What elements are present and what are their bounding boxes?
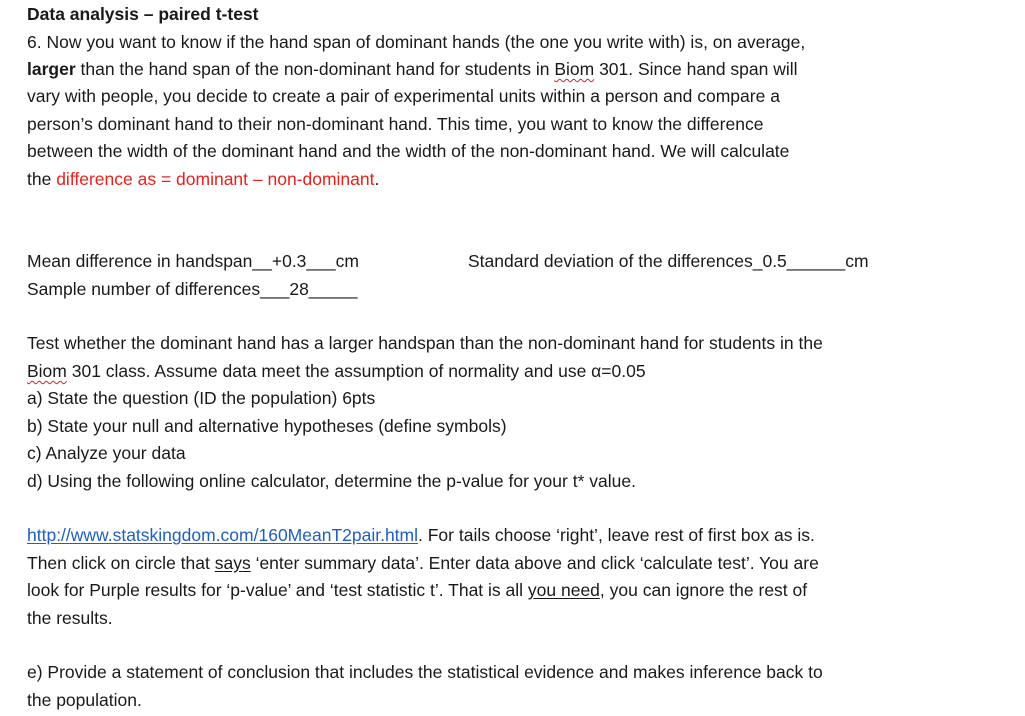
question-line-4: person’s dominant hand to their non-dominant hand. This time, you want to know the difference [27, 114, 764, 134]
item-c: c) Analyze your data [27, 443, 186, 463]
you-need-phrase: you need [527, 580, 600, 600]
question-line-1: 6. Now you want to know if the hand span of dominant hands (the one you write with) is, on average, [27, 32, 806, 52]
instructions-line-1 [27, 523, 815, 547]
question-line-5: between the width of the dominant hand and the width of the non-dominant hand. We will calculate [27, 141, 790, 161]
test-line-2-rest: 301 class. Assume data meet the assumption of normality and use α=0.05 [66, 361, 646, 381]
biom-word-2: Biom [27, 361, 67, 381]
item-a: a) State the question (ID the population) 6pts [27, 388, 376, 408]
question-line-2 [27, 57, 798, 81]
biom-word: Biom [554, 59, 595, 79]
difference-definition: difference as = dominant – non-dominant [56, 169, 375, 189]
question-line-6-a: the [27, 169, 57, 189]
instructions-line-3 [27, 578, 807, 602]
question-line-6 [27, 167, 379, 191]
sample-number: Sample number of differences___28_____ [27, 279, 358, 299]
heading: Data analysis – paired t-test [27, 4, 259, 24]
instructions-line-3-a: look for Purple results for ‘p-value’ and ‘test statistic t’. That is all [27, 580, 528, 600]
test-line-2 [27, 359, 646, 383]
standard-deviation: Standard deviation of the differences_0.5______cm [468, 251, 869, 271]
emphasis-larger: larger [27, 59, 76, 79]
item-d: d) Using the following online calculator, determine the p-value for your t* value. [27, 471, 636, 491]
conclusion-line-2: the population. [27, 690, 142, 710]
conclusion-line-1: e) Provide a statement of conclusion that includes the statistical evidence and makes inference back to [27, 662, 823, 682]
question-line-3: vary with people, you decide to create a pair of experimental units within a person and compare a [27, 86, 780, 106]
calculator-link[interactable]: http://www.statskingdom.com/160MeanT2pair.html [27, 525, 419, 545]
instructions-line-2-a: Then click on circle that [27, 553, 215, 573]
question-line-2-a: than the hand span of the non-dominant hand for students in [75, 59, 555, 79]
question-line-6-b: . [374, 169, 380, 189]
item-b: b) State your null and alternative hypotheses (define symbols) [27, 416, 507, 436]
question-line-2-b: 301. Since hand span will [594, 59, 798, 79]
mean-difference: Mean difference in handspan__+0.3___cm [27, 251, 359, 271]
says-word: says [214, 553, 251, 573]
instructions-line-3-b: , you can ignore the rest of [599, 580, 808, 600]
instructions-line-1-rest: . For tails choose ‘right’, leave rest of first box as is. [418, 525, 815, 545]
instructions-line-2-b: ‘enter summary data’. Enter data above and click ‘calculate test’. You are [250, 553, 819, 573]
instructions-line-4: the results. [27, 608, 113, 628]
instructions-line-2 [27, 551, 819, 575]
test-line-1: Test whether the dominant hand has a larger handspan than the non-dominant hand for students in the [27, 333, 823, 353]
